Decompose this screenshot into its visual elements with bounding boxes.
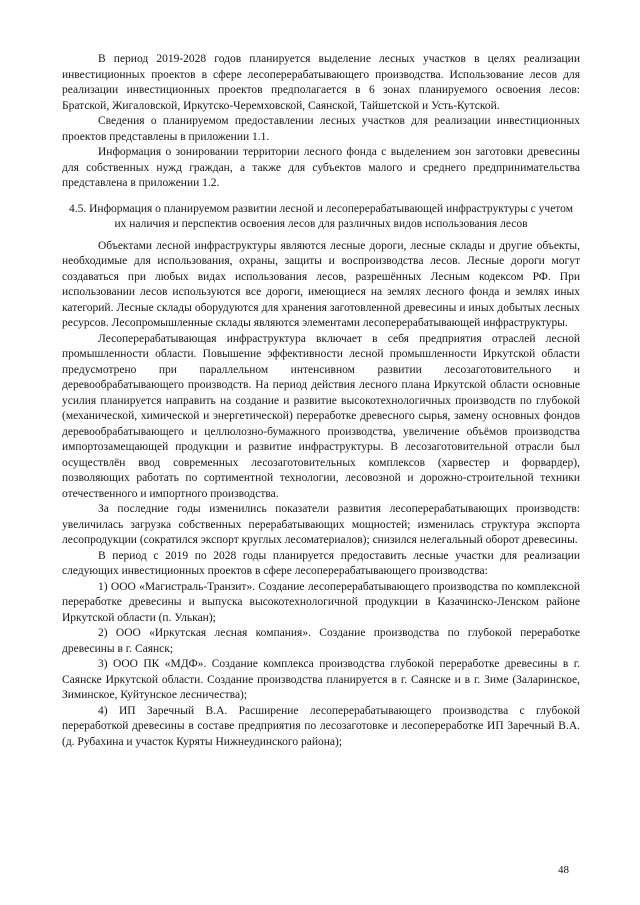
paragraph: Сведения о планируемом предоставлении лесных участков для реализации инвестиционных проектов представлены в приложении 1.1. (62, 115, 580, 143)
list-item: 2) ООО «Иркутская лесная компания». Создание производства по глубокой переработке древесины в г. Саянск; (62, 627, 580, 655)
document-body (62, 52, 580, 750)
paragraph: В период 2019-2028 годов планируется выделение лесных участков в целях реализации инвестиционных проектов в сфере лесоперерабатывающего производства. Использование лесов для реализации инвестиционных проектов предполагается в 6 зонах планируемого освоения лесов: Братской, Жигаловской, Иркутско-Черемховской, Саянской, Тайшетской и Усть-Кутской. (62, 53, 580, 112)
paragraph: Объектами лесной инфраструктуры являются лесные дороги, лесные склады и другие объекты, необходимые для использования, охраны, защиты и воспроизводства лесов. Лесные дороги могут создаваться при любых видах использования лесов, разрешённых Лесным кодексом РФ. При использовании лесов используются все дороги, имеющиеся на землях лесного фонда и землях иных категорий. Лесные склады оборудуются для хранения заготовленной древесины и иных добытых лесных ресурсов. Лесопромышленные склады являются элементами лесоперерабатывающей инфраструктуры. (62, 239, 580, 329)
page-number: 48 (558, 864, 569, 876)
paragraph: В период с 2019 по 2028 годы планируется предоставить лесные участки для реализации следующих инвестиционных проектов в сфере лесоперерабатывающего производства: (62, 549, 580, 577)
list-item: 4) ИП Заречный В.А. Расширение лесоперерабатывающего производства с глубокой переработкой древесины в составе предприятия по лесозаготовке и лесопереработке ИП Заречный В.А. (д. Рубахина и участок Куряты Нижнеудинского района); (62, 704, 580, 748)
list-item: 1) ООО «Магистраль-Транзит». Создание лесоперерабатывающего производства по комплексной переработке древесины и выпуска высокотехнологичной продукции в Казачинско-Ленском районе Иркутской области (п. Улькан); (62, 580, 580, 624)
paragraph: Информация о зонировании территории лесного фонда с выделением зон заготовки древесины для собственных нужд граждан, а также для субъектов малого и среднего предпринимательства представлена в приложении 1.2. (62, 146, 580, 189)
paragraph: Лесоперерабатывающая инфраструктура включает в себя предприятия отраслей лесной промышленности области. Повышение эффективности лесной промышленности Иркутской области предусмотрено при параллельном интенсивном развитии лесозаготовительного и деревообрабатывающего производств. На период действия лесного плана Иркутской области основные усилия планируется направить на создание и развитие высокотехнологичных производств по глубокой (механической, химической и энергетической) переработке древесного сырья, замену основных фондов деревообрабатывающего и целлюлозно-бумажного производства, увеличение объёмов производства импортозамещающей продукции и развитие инфраструктуры. В лесозаготовительной отрасли был осуществлён ввод современных лесозаготовительных комплексов (харвестер и форвардер), позволяющих работать по сортиментной технологии, лесовозной и дорожно-строительной техники отечественного и импортного производства. (62, 332, 580, 500)
section-heading: 4.5. Информация о планируемом развитии лесной и лесоперерабатывающей инфраструктуры с учетом их наличия и перспектив освоения лесов для различных видов использования лесов (69, 202, 573, 230)
list-item: 3) ООО ПК «МДФ». Создание комплекса производства глубокой переработке древесины в г. Саянске Иркутской области. Создание производства планируется в г. Саянске и в г. Зиме (Заларинское, Зиминское, Куйтунское лесничества); (62, 658, 580, 701)
paragraph: За последние годы изменились показатели развития лесоперерабатывающих производств: увеличилась загрузка собственных перерабатывающих мощностей; изменилась структура экспорта лесопродукции (сократился экспорт круглых лесоматериалов); снизился нелегальный оборот древесины. (62, 503, 580, 546)
